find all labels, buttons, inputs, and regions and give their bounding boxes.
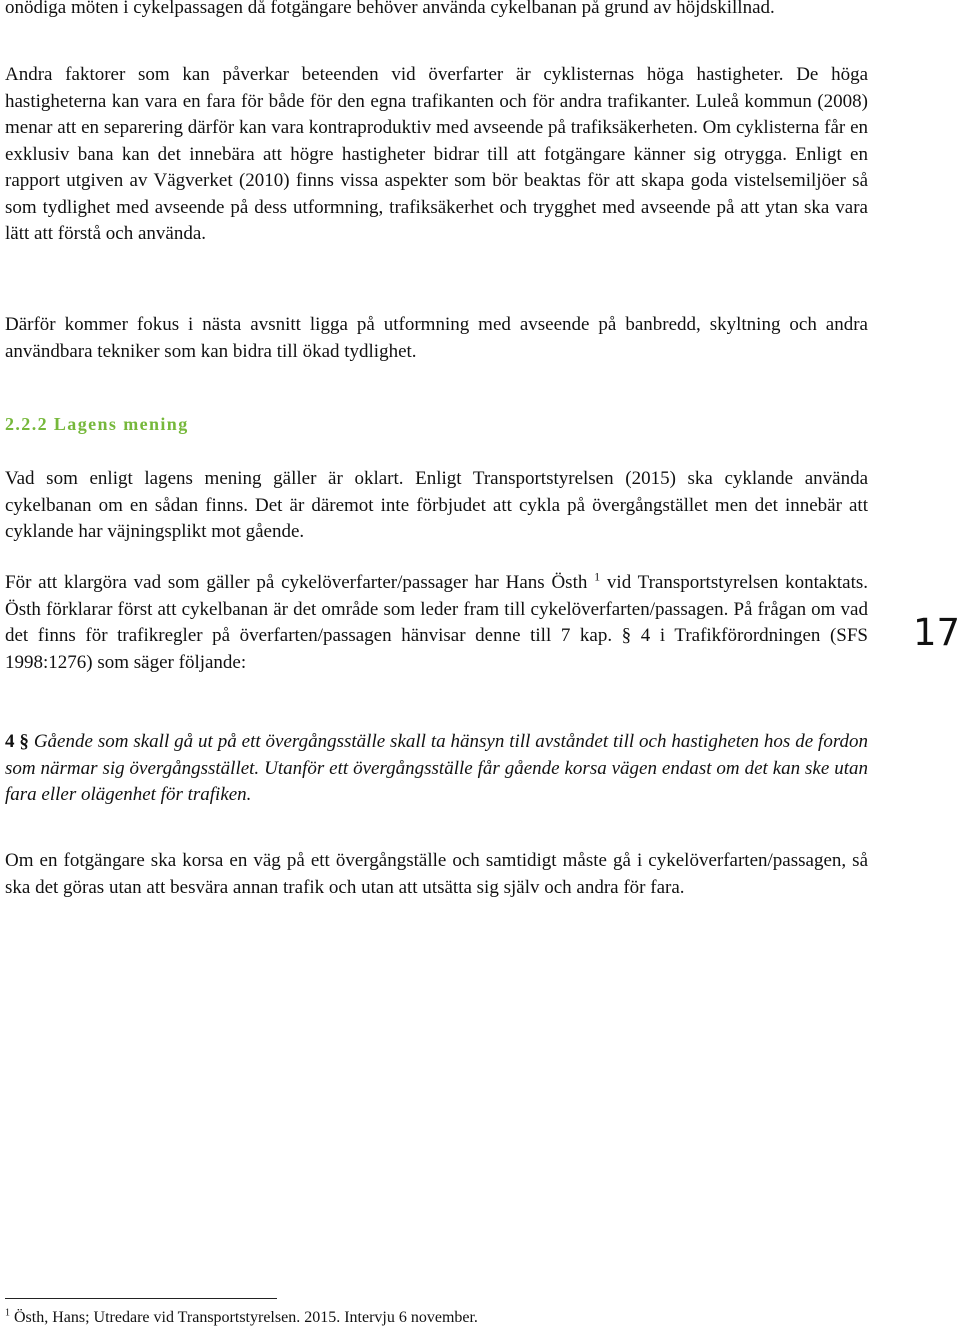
paragraph-law-unclear bbox=[5, 466, 868, 546]
law-quote bbox=[5, 729, 868, 809]
paragraph-text: Därför kommer fokus i nästa avsnitt ligga på utformning med avseende på banbredd, skyltning och andra användbara tekniker som kan bidra till ökad tydlighet. bbox=[5, 314, 868, 362]
paragraph-text: Vad som enligt lagens mening gäller är oklart. Enligt Transportstyrelsen (2015) ska cyklande använda cykelbanan om en sådan finns. Det är däremot inte förbjudet att cykla på övergångstället men det innebär att cyklande har väjningsplikt mot gående. bbox=[5, 468, 868, 542]
page-number: 17 bbox=[913, 611, 960, 654]
paragraph-text: Andra faktorer som kan påverkar beteenden vid överfarter är cyklisternas höga hastigheter. De höga hastigheterna kan vara en fara för både för den egna trafikanten och för andra trafikanter. Luleå kommun (2008) menar att en separering därför kan vara kontraproduktiv med avseende på trafiksäkerheten. Om cyklisterna får en exklusiv bana kan det innebära att högre hastigheter bidrar till att fotgängare känner sig otrygga. Enligt en rapport utgiven av Vägverket (2010) finns vissa aspekter som bör beaktas för att skapa goda vistelsemiljöer så som tydlighet med avseende på dess utformning, trafiksäkerhet och trygghet med avseende på att ytan ska vara lätt att förstå och använda. bbox=[5, 64, 868, 244]
footnote-divider bbox=[5, 1298, 277, 1299]
footnote-text: Östh, Hans; Utredare vid Transportstyrelsen. 2015. Intervju 6 november. bbox=[10, 1309, 478, 1326]
quote-body: Gående som skall gå ut på ett övergångsställe skall ta hänsyn till avståndet till och hastigheten hos de fordon som närmar sig övergångsstället. Utanför ett övergångsställe får gående korsa vägen endast om det kan ske utan fara eller olägenhet för trafiken. bbox=[5, 731, 869, 805]
section-number: 4 § bbox=[5, 731, 29, 752]
quote-text bbox=[5, 729, 868, 809]
paragraph-text-part: vid Transportstyrelsen kontaktats. Östh förklarar först att cykelbanan är det område som leder fram till cykelöverfarten/passagen. På frågan om vad det finns för trafikregler på överfarten/passagen hänvisar denne till 7 kap. § 4 i Trafikförordningen (SFS 1998:1276) som säger följande: bbox=[5, 572, 868, 673]
paragraph-text: onödiga möten i cykelpassagen då fotgängare behöver använda cykelbanan på grund av höjdskillnad. bbox=[5, 0, 775, 18]
section-heading: 2.2.2 Lagens mening bbox=[5, 414, 189, 434]
footnote-marker: 1 bbox=[5, 1307, 10, 1319]
paragraph-text: Om en fotgängare ska korsa en väg på ett övergångställe och samtidigt måste gå i cykelöverfarten/passagen, så ska det göras utan att besvära annan trafik och utan att utsätta sig själv och andra för fara. bbox=[5, 850, 868, 898]
paragraph-focus bbox=[5, 312, 868, 365]
paragraph-continued bbox=[5, 0, 868, 22]
paragraph-text-part: För att klargöra vad som gäller på cykelöverfarter/passager har Hans Östh bbox=[5, 572, 588, 593]
paragraph-speeds bbox=[5, 62, 868, 248]
paragraph-crossing bbox=[5, 848, 868, 901]
paragraph-contact bbox=[5, 570, 868, 676]
footnote-reference: 1 bbox=[594, 569, 601, 584]
paragraph-text bbox=[5, 570, 868, 676]
footnote bbox=[5, 1308, 478, 1328]
